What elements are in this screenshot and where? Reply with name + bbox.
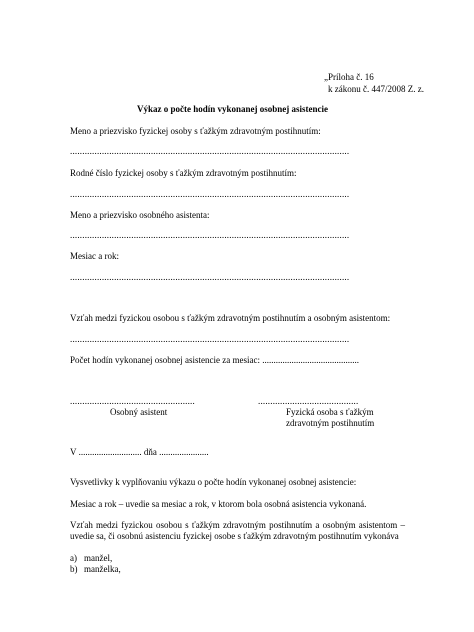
person-signature-caption-line-2: zdravotným postihnutím xyxy=(286,418,375,428)
list-marker: a) xyxy=(70,553,77,563)
list-item xyxy=(70,553,113,564)
assistant-name-field[interactable]: .................................................................................................................. xyxy=(70,230,350,240)
person-name-field[interactable]: .................................................................................................................. xyxy=(70,146,350,156)
list-marker: b) xyxy=(70,564,78,574)
explanations-heading: Vysvetlivky k vyplňovaniu výkazu o počte hodín vykonanej osobnej asistencie: xyxy=(70,477,357,487)
assistant-signature-line[interactable]: ................................................... xyxy=(70,396,195,406)
month-year-field[interactable]: .................................................................................................................. xyxy=(70,272,350,282)
month-year-explanation: Mesiac a rok – uvedie sa mesiac a rok, v ktorom bola osobná asistencia vykonaná. xyxy=(70,499,367,509)
list-text: manželka, xyxy=(84,564,121,574)
assistant-name-label: Meno a priezvisko osobného asistenta: xyxy=(70,210,210,220)
person-name-label: Meno a priezvisko fyzickej osoby s ťažkým zdravotným postihnutím: xyxy=(70,126,321,136)
relationship-field[interactable]: .................................................................................................................. xyxy=(70,334,350,344)
hours-field[interactable]: Počet hodín vykonanej osobnej asistencie za mesiac: ........................................... xyxy=(70,355,359,365)
relationship-label: Vzťah medzi fyzickou osobou s ťažkým zdravotným postihnutím a osobným asistentom: xyxy=(70,313,391,323)
document-title: Výkaz o počte hodín vykonanej osobnej asistencie xyxy=(137,104,329,114)
list-text: manžel, xyxy=(84,553,113,563)
person-signature-caption-line-1: Fyzická osoba s ťažkým xyxy=(286,407,374,417)
month-year-label: Mesiac a rok: xyxy=(70,251,119,261)
person-signature-line[interactable]: ......................................... xyxy=(258,396,359,406)
law-reference: k zákonu č. 447/2008 Z. z. xyxy=(328,84,424,94)
relationship-explanation: Vzťah medzi fyzickou osobou s ťažkým zdravotným postihnutím a osobným asistentom – uvedie sa, či osobnú asistenciu fyzickej osobe s ťažkým zdravotným postihnutím vykonáva xyxy=(70,520,405,541)
birth-number-label: Rodné číslo fyzickej osoby s ťažkým zdravotným postihnutím: xyxy=(70,168,297,178)
list-item xyxy=(70,564,121,575)
assistant-signature-caption: Osobný asistent xyxy=(110,407,168,417)
annex-number: „Príloha č. 16 xyxy=(324,72,374,82)
birth-number-field[interactable]: .................................................................................................................. xyxy=(70,189,350,199)
place-date-field[interactable]: V ............................ dňa ...................... xyxy=(70,447,209,457)
